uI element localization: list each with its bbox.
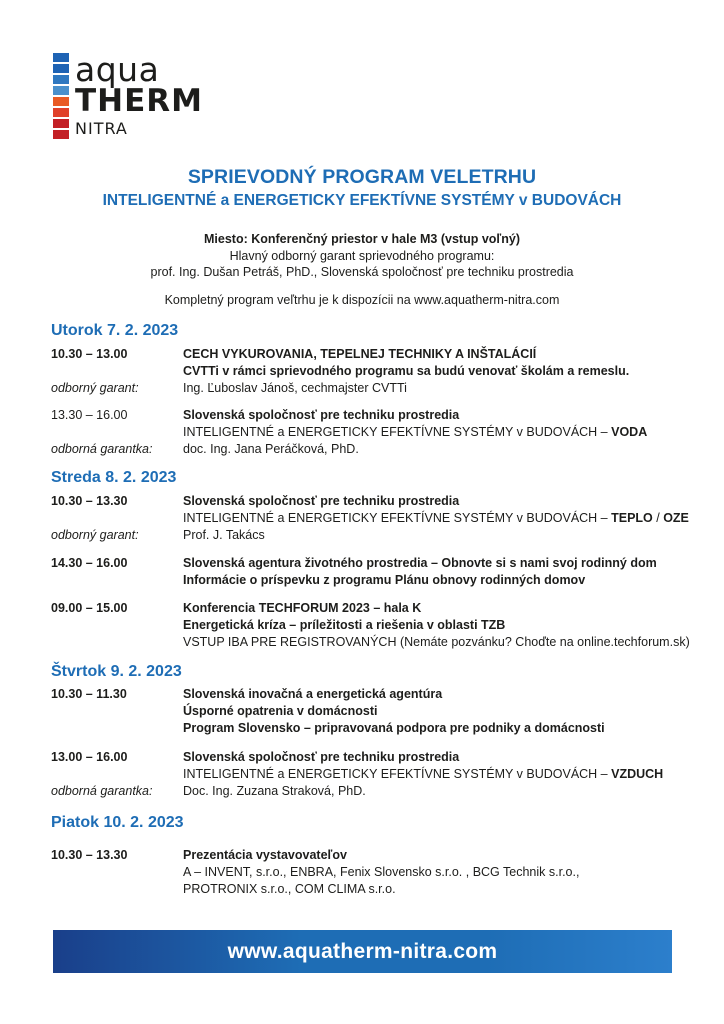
logo-bar-lightblue [53, 86, 69, 95]
page-subtitle: INTELIGENTNÉ a ENERGETICKY EFEKTÍVNE SYSTÉMY v BUDOVÁCH [102, 192, 622, 209]
guarantor-label: odborný garant: [51, 381, 139, 395]
guarantor-label: odborný garant: [51, 528, 139, 542]
event-description: Program Slovensko – pripravovaná podpora pre podniky a domácnosti [183, 721, 605, 735]
day-heading-wednesday: Streda 8. 2. 2023 [51, 469, 177, 486]
event-description [183, 766, 663, 782]
event-topic: OZE [663, 511, 689, 525]
event-description: CVTTi v rámci sprievodného programu sa budú venovať školám a remeslu. [183, 364, 630, 378]
footer-url-link[interactable]: www.aquatherm-nitra.com [227, 939, 498, 963]
event-description [183, 424, 647, 440]
logo-bar-red [53, 130, 69, 139]
logo-bar-red [53, 108, 69, 117]
logo-text-aqua: aqua [75, 50, 160, 89]
event-topic: VZDUCH [611, 767, 664, 781]
event-title: Slovenská agentura životného prostredia – Obnovte si s nami svoj rodinný dom [183, 556, 657, 570]
footer-banner [53, 930, 672, 973]
guarantor-name: doc. Ing. Jana Peráčková, PhD. [183, 442, 359, 456]
main-guarantor-label: Hlavný odborný garant sprievodného programu: [229, 249, 495, 263]
event-description [183, 510, 689, 526]
event-time: 13.00 – 16.00 [51, 750, 128, 764]
guarantor-label: odborná garantka: [51, 784, 153, 798]
logo-bar-orange [53, 97, 69, 106]
event-title: Konferencia TECHFORUM 2023 – hala K [183, 601, 422, 615]
event-time: 14.30 – 16.00 [51, 556, 128, 570]
event-description: Úsporné opatrenia v domácnosti [183, 704, 378, 718]
guarantor-label: odborná garantka: [51, 442, 153, 456]
event-title: Slovenská spoločnosť pre techniku prostredia [183, 408, 460, 422]
logo-bar-blue [53, 75, 69, 84]
venue: Miesto: Konferenčný priestor v hale M3 (vstup voľný) [204, 232, 520, 246]
event-time: 09.00 – 15.00 [51, 601, 128, 615]
event-description: Informácie o príspevku z programu Plánu obnovy rodinných domov [183, 573, 586, 587]
full-program-note: Kompletný program veľtrhu je k dispozícii na www.aquatherm-nitra.com [164, 293, 560, 307]
event-theme: INTELIGENTNÉ a ENERGETICKY EFEKTÍVNE SYSTÉMY v BUDOVÁCH – [183, 767, 612, 781]
main-guarantor: prof. Ing. Dušan Petráš, PhD., Slovenská spoločnosť pre techniku prostredia [150, 265, 574, 279]
logo-text-nitra: NITRA [75, 119, 128, 138]
aquatherm-logo [53, 51, 213, 141]
event-topic: VODA [611, 425, 648, 439]
event-description: A – INVENT, s.r.o., ENBRA, Fenix Slovensko s.r.o. , BCG Technik s.r.o., [183, 865, 580, 879]
event-description: Energetická kríza – príležitosti a riešenia v oblasti TZB [183, 618, 506, 632]
guarantor-name: Doc. Ing. Zuzana Straková, PhD. [183, 784, 366, 798]
day-heading-friday: Piatok 10. 2. 2023 [51, 814, 184, 831]
logo-text-therm: THERM [75, 83, 203, 119]
logo-bar-red [53, 119, 69, 128]
event-time: 10.30 – 13.30 [51, 494, 128, 508]
topic-separator: / [652, 511, 664, 525]
event-theme: INTELIGENTNÉ a ENERGETICKY EFEKTÍVNE SYSTÉMY v BUDOVÁCH – [183, 425, 612, 439]
page-title: SPRIEVODNÝ PROGRAM VELETRHU [187, 166, 537, 188]
event-title: CECH VYKUROVANIA, TEPELNEJ TECHNIKY A INŠTALÁCIÍ [183, 347, 537, 361]
event-time: 10.30 – 13.00 [51, 347, 128, 361]
event-time: 10.30 – 11.30 [51, 687, 127, 701]
event-topic: TEPLO [611, 511, 653, 525]
event-description: PROTRONIX s.r.o., COM CLIMA s.r.o. [183, 882, 396, 896]
day-heading-thursday: Štvrtok 9. 2. 2023 [51, 663, 182, 680]
logo-bar-blue [53, 53, 69, 62]
event-title: Prezentácia vystavovateľov [183, 848, 347, 862]
event-note: VSTUP IBA PRE REGISTROVANÝCH (Nemáte pozvánku? Choďte na online.techforum.sk) [183, 635, 690, 649]
day-heading-tuesday: Utorok 7. 2. 2023 [51, 322, 179, 339]
event-time: 10.30 – 13.30 [51, 848, 128, 862]
event-time: 13.30 – 16.00 [51, 408, 128, 422]
event-title: Slovenská spoločnosť pre techniku prostredia [183, 750, 460, 764]
event-title: Slovenská inovačná a energetická agentúra [183, 687, 443, 701]
logo-bar-blue [53, 64, 69, 73]
event-theme: INTELIGENTNÉ a ENERGETICKY EFEKTÍVNE SYSTÉMY v BUDOVÁCH – [183, 511, 612, 525]
event-title: Slovenská spoločnosť pre techniku prostredia [183, 494, 460, 508]
guarantor-name: Prof. J. Takács [183, 528, 265, 542]
guarantor-name: Ing. Ľuboslav Jánoš, cechmajster CVTTi [183, 381, 407, 395]
